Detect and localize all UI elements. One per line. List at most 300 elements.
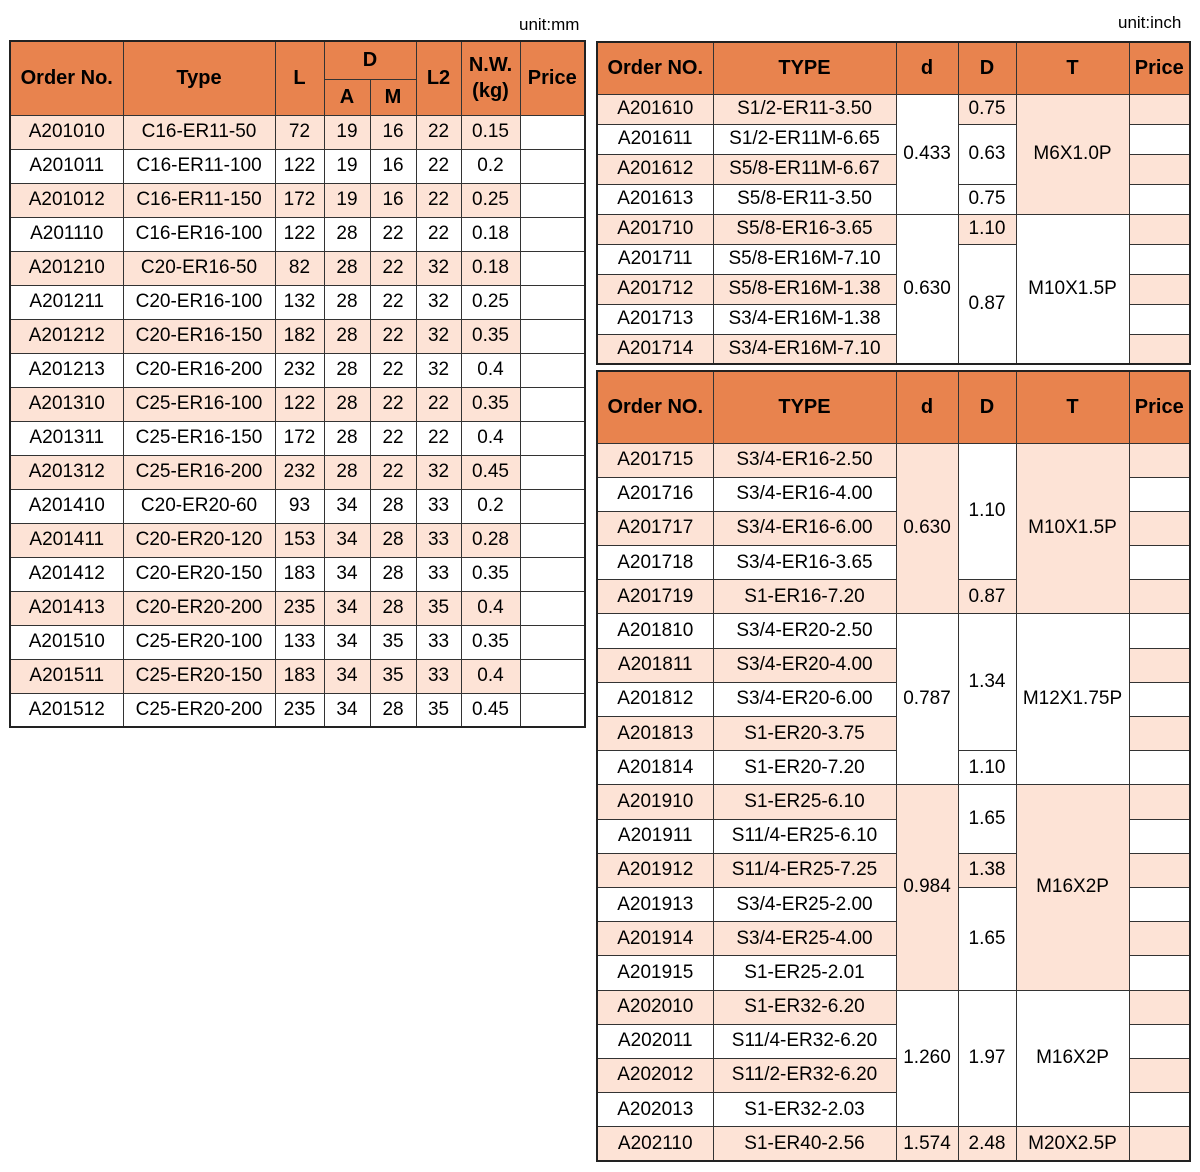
type: C16-ER16-100 <box>123 217 275 251</box>
price-cell <box>520 353 585 387</box>
price-cell <box>1129 244 1190 274</box>
col-D: D <box>958 42 1016 94</box>
M-value: 16 <box>370 149 416 183</box>
order-no: A202011 <box>597 1024 713 1058</box>
col-price: Price <box>520 41 585 115</box>
col-type: TYPE <box>713 371 896 443</box>
L2-value: 32 <box>416 285 461 319</box>
col-L2: L2 <box>416 41 461 115</box>
D-value: 1.65 <box>958 785 1016 853</box>
type: S3/4-ER16-3.65 <box>713 546 896 580</box>
order-no: A201717 <box>597 511 713 545</box>
order-no: A201810 <box>597 614 713 648</box>
price-cell <box>1129 1093 1190 1127</box>
nw-value: 0.45 <box>461 455 520 489</box>
price-cell <box>1129 682 1190 716</box>
table-row <box>10 455 585 489</box>
D-value: 0.87 <box>958 244 1016 364</box>
nw-value: 0.45 <box>461 693 520 727</box>
right-unit-label: unit:inch <box>1118 13 1182 32</box>
order-no: A202110 <box>597 1127 713 1161</box>
order-no: A201510 <box>10 625 123 659</box>
T-value: M10X1.5P <box>1016 214 1129 364</box>
d-value: 0.433 <box>896 94 958 214</box>
price-cell <box>1129 717 1190 751</box>
mm-spec-table <box>9 40 586 728</box>
nw-value: 0.4 <box>461 353 520 387</box>
order-no: A201913 <box>597 887 713 921</box>
L2-value: 22 <box>416 115 461 149</box>
price-cell <box>1129 887 1190 921</box>
d-value: 0.630 <box>896 443 958 614</box>
D-value: 1.38 <box>958 853 1016 887</box>
price-cell <box>1129 1127 1190 1161</box>
price-cell <box>1129 819 1190 853</box>
M-value: 28 <box>370 591 416 625</box>
nw-value: 0.15 <box>461 115 520 149</box>
M-value: 22 <box>370 251 416 285</box>
order-no: A201012 <box>10 183 123 217</box>
type: S5/8-ER11-3.50 <box>713 184 896 214</box>
A-value: 19 <box>324 115 370 149</box>
price-cell <box>520 319 585 353</box>
price-cell <box>1129 614 1190 648</box>
col-T: T <box>1016 42 1129 94</box>
order-no: A201910 <box>597 785 713 819</box>
type: S1/2-ER11M-6.65 <box>713 124 896 154</box>
type: S3/4-ER16-2.50 <box>713 443 896 477</box>
M-value: 35 <box>370 659 416 693</box>
price-cell <box>1129 580 1190 614</box>
col-order-no: Order NO. <box>597 42 713 94</box>
type: S5/8-ER16M-1.38 <box>713 274 896 304</box>
price-cell <box>520 115 585 149</box>
price-cell <box>1129 443 1190 477</box>
D-value: 1.10 <box>958 751 1016 785</box>
type: S3/4-ER16-6.00 <box>713 511 896 545</box>
order-no: A201110 <box>10 217 123 251</box>
L2-value: 35 <box>416 693 461 727</box>
type: S5/8-ER16-3.65 <box>713 214 896 244</box>
type: C25-ER20-100 <box>123 625 275 659</box>
M-value: 22 <box>370 285 416 319</box>
M-value: 16 <box>370 115 416 149</box>
L2-value: 22 <box>416 387 461 421</box>
type: S11/4-ER32-6.20 <box>713 1024 896 1058</box>
table-row <box>10 557 585 591</box>
d-value: 1.574 <box>896 1127 958 1161</box>
nw-value: 0.18 <box>461 251 520 285</box>
L2-value: 33 <box>416 625 461 659</box>
L-value: 182 <box>275 319 324 353</box>
order-no: A202013 <box>597 1093 713 1127</box>
L-value: 93 <box>275 489 324 523</box>
D-value: 1.10 <box>958 443 1016 580</box>
type: C16-ER11-50 <box>123 115 275 149</box>
A-value: 19 <box>324 183 370 217</box>
A-value: 28 <box>324 387 370 421</box>
A-value: 34 <box>324 625 370 659</box>
price-cell <box>1129 477 1190 511</box>
nw-value: 0.2 <box>461 149 520 183</box>
price-cell <box>1129 511 1190 545</box>
M-value: 22 <box>370 421 416 455</box>
L-value: 235 <box>275 591 324 625</box>
price-cell <box>1129 274 1190 304</box>
order-no: A201911 <box>597 819 713 853</box>
L2-value: 32 <box>416 251 461 285</box>
type: S1-ER25-6.10 <box>713 785 896 819</box>
T-value: M10X1.5P <box>1016 443 1129 614</box>
M-value: 22 <box>370 319 416 353</box>
L-value: 235 <box>275 693 324 727</box>
col-type: Type <box>123 41 275 115</box>
order-no: A201613 <box>597 184 713 214</box>
type: S1-ER32-2.03 <box>713 1093 896 1127</box>
D-value: 1.65 <box>958 887 1016 990</box>
order-no: A201715 <box>597 443 713 477</box>
type: C25-ER20-200 <box>123 693 275 727</box>
L-value: 122 <box>275 217 324 251</box>
nw-value: 0.25 <box>461 285 520 319</box>
d-value: 1.260 <box>896 990 958 1127</box>
d-value: 0.787 <box>896 614 958 785</box>
L-value: 122 <box>275 149 324 183</box>
col-order-no: Order NO. <box>597 371 713 443</box>
order-no: A202012 <box>597 1058 713 1092</box>
L2-value: 33 <box>416 523 461 557</box>
nw-value: 0.2 <box>461 489 520 523</box>
order-no: A201912 <box>597 853 713 887</box>
price-cell <box>520 523 585 557</box>
type: S1-ER40-2.56 <box>713 1127 896 1161</box>
price-cell <box>520 251 585 285</box>
L-value: 132 <box>275 285 324 319</box>
table-row <box>10 285 585 319</box>
type: S3/4-ER16M-7.10 <box>713 334 896 364</box>
type: S1/2-ER11-3.50 <box>713 94 896 124</box>
nw-value: 0.28 <box>461 523 520 557</box>
type: S1-ER32-6.20 <box>713 990 896 1024</box>
price-cell <box>1129 785 1190 819</box>
price-cell <box>520 489 585 523</box>
M-value: 16 <box>370 183 416 217</box>
L-value: 172 <box>275 183 324 217</box>
order-no: A201512 <box>10 693 123 727</box>
table-row <box>10 217 585 251</box>
price-cell <box>520 591 585 625</box>
price-cell <box>1129 94 1190 124</box>
d-value: 0.630 <box>896 214 958 364</box>
order-no: A201311 <box>10 421 123 455</box>
A-value: 28 <box>324 285 370 319</box>
table-row <box>10 625 585 659</box>
price-cell <box>520 183 585 217</box>
price-cell <box>520 421 585 455</box>
price-cell <box>520 693 585 727</box>
L2-value: 32 <box>416 455 461 489</box>
nw-value: 0.35 <box>461 319 520 353</box>
table-row <box>10 421 585 455</box>
nw-value: 0.4 <box>461 421 520 455</box>
col-D: D <box>324 41 416 79</box>
L2-value: 22 <box>416 183 461 217</box>
M-value: 22 <box>370 217 416 251</box>
price-cell <box>1129 751 1190 785</box>
type: C20-ER16-50 <box>123 251 275 285</box>
order-no: A201612 <box>597 154 713 184</box>
type: S5/8-ER11M-6.67 <box>713 154 896 184</box>
L2-value: 35 <box>416 591 461 625</box>
order-no: A201412 <box>10 557 123 591</box>
D-value: 0.63 <box>958 124 1016 184</box>
nw-value: 0.18 <box>461 217 520 251</box>
type: C20-ER16-100 <box>123 285 275 319</box>
L-value: 172 <box>275 421 324 455</box>
L-value: 232 <box>275 353 324 387</box>
table-row <box>10 115 585 149</box>
price-cell <box>1129 922 1190 956</box>
type: S11/4-ER25-7.25 <box>713 853 896 887</box>
col-D: D <box>958 371 1016 443</box>
col-d-small: d <box>896 371 958 443</box>
col-d-small: d <box>896 42 958 94</box>
col-L: L <box>275 41 324 115</box>
order-no: A201210 <box>10 251 123 285</box>
table-row <box>10 149 585 183</box>
order-no: A201718 <box>597 546 713 580</box>
L-value: 153 <box>275 523 324 557</box>
price-cell <box>520 217 585 251</box>
A-value: 34 <box>324 557 370 591</box>
type: C20-ER20-200 <box>123 591 275 625</box>
order-no: A201814 <box>597 751 713 785</box>
col-order-no: Order No. <box>10 41 123 115</box>
A-value: 34 <box>324 591 370 625</box>
left-unit-label: unit:mm <box>519 15 580 34</box>
type: C20-ER20-120 <box>123 523 275 557</box>
L-value: 72 <box>275 115 324 149</box>
col-price: Price <box>1129 42 1190 94</box>
L2-value: 33 <box>416 489 461 523</box>
type: S11/4-ER25-6.10 <box>713 819 896 853</box>
table-row <box>10 659 585 693</box>
d-value: 0.984 <box>896 785 958 990</box>
table-row <box>10 523 585 557</box>
type: C20-ER16-200 <box>123 353 275 387</box>
order-no: A201710 <box>597 214 713 244</box>
nw-value: 0.4 <box>461 659 520 693</box>
D-value: 0.75 <box>958 94 1016 124</box>
order-no: A201211 <box>10 285 123 319</box>
order-no: A201213 <box>10 353 123 387</box>
order-no: A201413 <box>10 591 123 625</box>
price-cell <box>1129 1024 1190 1058</box>
price-cell <box>1129 304 1190 334</box>
order-no: A201212 <box>10 319 123 353</box>
order-no: A201711 <box>597 244 713 274</box>
A-value: 34 <box>324 523 370 557</box>
order-no: A201713 <box>597 304 713 334</box>
L-value: 232 <box>275 455 324 489</box>
L2-value: 22 <box>416 149 461 183</box>
A-value: 19 <box>324 149 370 183</box>
L-value: 183 <box>275 557 324 591</box>
A-value: 28 <box>324 455 370 489</box>
order-no: A201410 <box>10 489 123 523</box>
nw-value: 0.35 <box>461 387 520 421</box>
nw-value: 0.4 <box>461 591 520 625</box>
type: C16-ER11-100 <box>123 149 275 183</box>
order-no: A201915 <box>597 956 713 990</box>
type: S1-ER25-2.01 <box>713 956 896 990</box>
type: C25-ER16-100 <box>123 387 275 421</box>
type: C25-ER16-200 <box>123 455 275 489</box>
nw-value: 0.35 <box>461 557 520 591</box>
type: C16-ER11-150 <box>123 183 275 217</box>
price-cell <box>1129 184 1190 214</box>
col-nw: N.W. (kg) <box>461 41 520 115</box>
A-value: 28 <box>324 319 370 353</box>
type: S3/4-ER25-2.00 <box>713 887 896 921</box>
T-value: M20X2.5P <box>1016 1127 1129 1161</box>
price-cell <box>520 557 585 591</box>
type: S11/2-ER32-6.20 <box>713 1058 896 1092</box>
price-cell <box>1129 956 1190 990</box>
price-cell <box>1129 124 1190 154</box>
order-no: A201411 <box>10 523 123 557</box>
price-cell <box>520 455 585 489</box>
L-value: 82 <box>275 251 324 285</box>
type: S3/4-ER20-2.50 <box>713 614 896 648</box>
M-value: 35 <box>370 625 416 659</box>
M-value: 22 <box>370 353 416 387</box>
A-value: 28 <box>324 217 370 251</box>
A-value: 28 <box>324 353 370 387</box>
price-cell <box>1129 648 1190 682</box>
type: S1-ER16-7.20 <box>713 580 896 614</box>
L2-value: 32 <box>416 353 461 387</box>
T-value: M16X2P <box>1016 990 1129 1127</box>
type: S3/4-ER25-4.00 <box>713 922 896 956</box>
T-value: M16X2P <box>1016 785 1129 990</box>
M-value: 28 <box>370 557 416 591</box>
order-no: A201610 <box>597 94 713 124</box>
type: S3/4-ER16M-1.38 <box>713 304 896 334</box>
col-A: A <box>324 79 370 115</box>
order-no: A201011 <box>10 149 123 183</box>
A-value: 28 <box>324 421 370 455</box>
price-cell <box>520 387 585 421</box>
price-cell <box>520 659 585 693</box>
D-value: 1.97 <box>958 990 1016 1127</box>
A-value: 34 <box>324 489 370 523</box>
table-row <box>10 319 585 353</box>
table-row <box>10 353 585 387</box>
col-M: M <box>370 79 416 115</box>
price-cell <box>520 285 585 319</box>
order-no: A201611 <box>597 124 713 154</box>
nw-value: 0.25 <box>461 183 520 217</box>
table-row <box>10 387 585 421</box>
type: S3/4-ER16-4.00 <box>713 477 896 511</box>
D-value: 2.48 <box>958 1127 1016 1161</box>
M-value: 22 <box>370 387 416 421</box>
L-value: 122 <box>275 387 324 421</box>
price-cell <box>1129 334 1190 364</box>
type: S3/4-ER20-6.00 <box>713 682 896 716</box>
A-value: 34 <box>324 659 370 693</box>
L2-value: 22 <box>416 217 461 251</box>
order-no: A201719 <box>597 580 713 614</box>
order-no: A201914 <box>597 922 713 956</box>
price-cell <box>520 625 585 659</box>
price-cell <box>520 149 585 183</box>
type: S3/4-ER20-4.00 <box>713 648 896 682</box>
L-value: 133 <box>275 625 324 659</box>
order-no: A201312 <box>10 455 123 489</box>
inch-spec-table-top <box>596 41 1191 365</box>
D-value: 0.75 <box>958 184 1016 214</box>
type: S1-ER20-7.20 <box>713 751 896 785</box>
inch-spec-table-bottom <box>596 370 1191 1162</box>
order-no: A201813 <box>597 717 713 751</box>
type: C20-ER16-150 <box>123 319 275 353</box>
L2-value: 22 <box>416 421 461 455</box>
A-value: 28 <box>324 251 370 285</box>
table-row <box>10 591 585 625</box>
col-type: TYPE <box>713 42 896 94</box>
price-cell <box>1129 853 1190 887</box>
type: C25-ER16-150 <box>123 421 275 455</box>
order-no: A201716 <box>597 477 713 511</box>
price-cell <box>1129 1058 1190 1092</box>
order-no: A201310 <box>10 387 123 421</box>
type: S1-ER20-3.75 <box>713 717 896 751</box>
price-cell <box>1129 154 1190 184</box>
table-row <box>10 693 585 727</box>
type: C25-ER20-150 <box>123 659 275 693</box>
table-row <box>10 183 585 217</box>
D-value: 1.10 <box>958 214 1016 244</box>
type: C20-ER20-150 <box>123 557 275 591</box>
M-value: 22 <box>370 455 416 489</box>
order-no: A201511 <box>10 659 123 693</box>
price-cell <box>1129 990 1190 1024</box>
T-value: M6X1.0P <box>1016 94 1129 214</box>
col-price: Price <box>1129 371 1190 443</box>
nw-value: 0.35 <box>461 625 520 659</box>
type: C20-ER20-60 <box>123 489 275 523</box>
order-no: A201811 <box>597 648 713 682</box>
T-value: M12X1.75P <box>1016 614 1129 785</box>
order-no: A201812 <box>597 682 713 716</box>
type: S5/8-ER16M-7.10 <box>713 244 896 274</box>
D-value: 0.87 <box>958 580 1016 614</box>
table-row <box>10 251 585 285</box>
col-T: T <box>1016 371 1129 443</box>
order-no: A201010 <box>10 115 123 149</box>
D-value: 1.34 <box>958 614 1016 751</box>
L2-value: 33 <box>416 557 461 591</box>
A-value: 34 <box>324 693 370 727</box>
L2-value: 33 <box>416 659 461 693</box>
M-value: 28 <box>370 523 416 557</box>
M-value: 28 <box>370 693 416 727</box>
price-cell <box>1129 546 1190 580</box>
M-value: 28 <box>370 489 416 523</box>
price-cell <box>1129 214 1190 244</box>
